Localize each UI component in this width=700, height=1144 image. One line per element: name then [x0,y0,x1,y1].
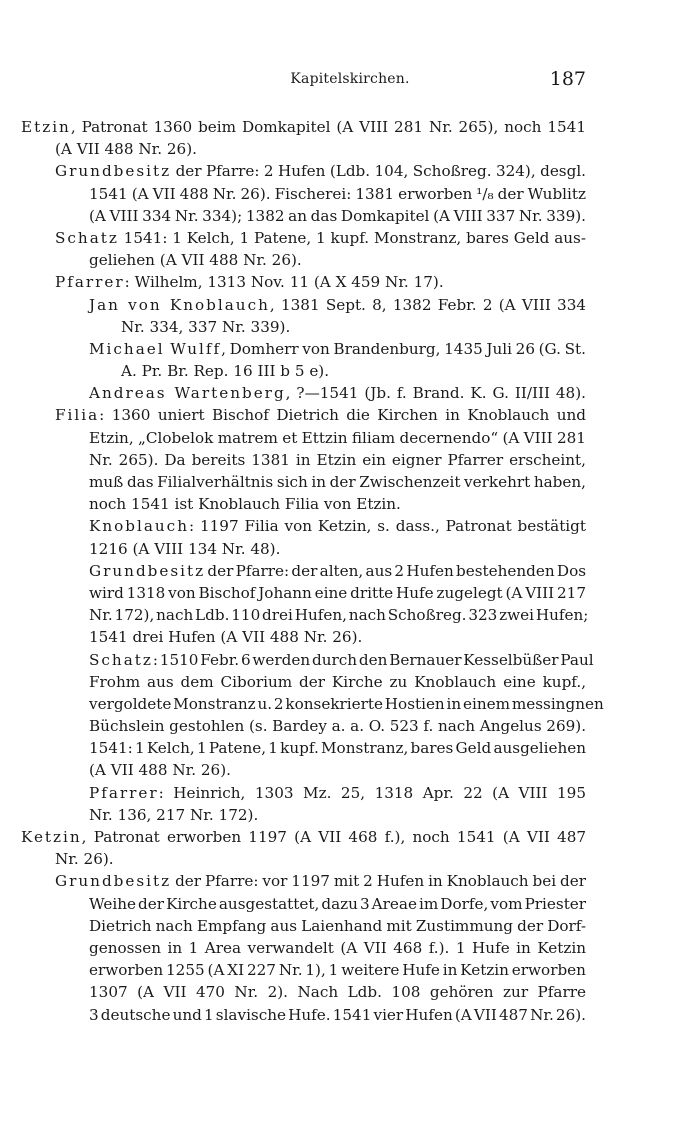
line-text: noch 1541 ist Knoblauch Filia von Etzin. [89,495,401,514]
text-line [0,604,589,626]
text-line [0,626,586,648]
text-line [0,737,586,759]
line-text: : 1360 uniert Bischof Dietrich die Kirchen in Knoblauch und [99,406,587,425]
line-text: genossen in 1 Area verwandelt (A VII 468 f.). 1 Hufe in Ketzin [89,938,586,957]
line-text: Weihe der Kirche ausgestattet, dazu 3 Areae im Dorfe, vom Priester [89,894,587,913]
text-line [0,981,586,1003]
line-text: 3 deutsche und 1 slavische Hufe. 1541 vier Hufen (A VII 487 Nr. 26). [89,1005,586,1024]
text-line [0,715,586,737]
line-text: Frohm aus dem Ciborium der Kirche zu Knoblauch eine kupf., [89,672,587,691]
page-number: 187 [549,68,586,90]
line-text: A. Pr. Br. Rep. 16 III b 5 e). [121,362,330,381]
line-text: erworben 1255 (A XI 227 Nr. 1), 1 weitere Hufe in Ketzin erworben [89,961,586,980]
text-line [0,138,586,160]
text-line [0,382,586,404]
spaced-keyword: Filia [55,406,100,425]
line-text: 1541 (A VII 488 Nr. 26). Fischerei: 1381 erworben ¹/₈ der Wublitz [89,184,586,203]
spaced-keyword: Schatz [89,650,153,669]
text-line [0,870,586,892]
line-text: Nr. 172), nach Ldb. 110 drei Hufen, nach Schoßreg. 323 zwei Hufen; [89,606,589,625]
spaced-keyword: Jan von Knoblauch [89,295,270,314]
line-text: wird 1318 von Bischof Johann eine dritte Hufe zugelegt (A VIII 217 [89,583,586,602]
line-text: 1307 (A VII 470 Nr. 2). Nach Ldb. 108 gehören zur Pfarre [89,983,586,1002]
line-text: Dietrich nach Empfang aus Laienhand mit Zustimmung der Dorf- [89,916,587,935]
text-line [0,893,586,915]
text-line [0,538,586,560]
text-line [0,1004,586,1026]
spaced-keyword: Grundbesitz [89,561,206,580]
text-line [0,560,586,582]
line-text: Nr. 265). Da bereits 1381 in Etzin ein eigner Pfarrer erscheint, [89,450,586,469]
text-line [0,782,586,804]
line-text: muß das Filialverhältnis sich in der Zwischenzeit verkehrt haben, [89,473,586,491]
running-title: Kapitelskirchen. [290,71,410,87]
text-line [0,826,586,848]
line-text: Etzin, „Clobelok matrem et Ettzin filiam decernendo“ (A VIII 281 [89,428,586,447]
line-text: : 1197 Filia von Ketzin, s. dass., Patronat bestätigt [188,517,586,536]
text-line [0,493,586,515]
text-line [0,471,586,493]
line-text: der Pfarre: der alten, aus 2 Hufen bestehenden Dos [205,561,587,580]
page-header [0,68,700,92]
text-line [0,249,586,271]
text-line [0,183,586,205]
text-line [0,649,594,671]
line-text: 1541: 1 Kelch, 1 Patene, 1 kupf. Monstranz, bares Geld aus- [118,228,586,247]
spaced-keyword: Etzin [21,118,71,136]
line-text: der Pfarre: 2 Hufen (Ldb. 104, Schoßreg. 324), desgl. [171,162,587,181]
text-line [0,759,586,781]
line-text: 1541 drei Hufen (A VII 488 Nr. 26). [89,628,363,647]
text-line [0,360,586,382]
line-text: (A VII 488 Nr. 26). [89,761,231,780]
line-text: (A VII 488 Nr. 26). [55,140,197,159]
text-line [0,205,586,227]
spaced-keyword: Grundbesitz [55,162,172,181]
line-text: , 1381 Sept. 8, 1382 Febr. 2 (A VIII 334 [269,295,587,314]
line-text: 1216 (A VIII 134 Nr. 48). [89,539,281,558]
line-text: , Domherr von Brandenburg, 1435 Juli 26 (G. St. [221,339,586,358]
text-line [0,515,586,537]
text-line [0,449,586,471]
text-line [0,116,586,138]
spaced-keyword: Pfarrer [55,273,125,292]
text-line [0,227,586,249]
text-line [0,959,586,981]
line-text: (A VIII 334 Nr. 334); 1382 an das Domkapitel (A VIII 337 Nr. 339). [89,206,586,225]
text-line [0,804,586,826]
line-text: : Heinrich, 1303 Mz. 25, 1318 Apr. 22 (A VIII 195 [158,783,586,802]
spaced-keyword: Grundbesitz [55,872,172,891]
line-text: Nr. 334, 337 Nr. 339). [121,317,291,336]
line-text: Nr. 136, 217 Nr. 172). [89,805,259,824]
text-line [0,671,586,693]
text-line [0,915,586,937]
text-line [0,693,604,715]
spaced-keyword: Ketzin [21,828,82,846]
spaced-keyword: Andreas Wartenberg [89,384,286,403]
text-line [0,338,586,360]
spaced-keyword: Schatz [55,228,119,247]
line-text: Nr. 26). [55,850,114,869]
line-text: , ?—1541 (Jb. f. Brand. K. G. II/III 48). [285,384,586,403]
spaced-keyword: Pfarrer [89,783,159,802]
text-line [0,427,586,449]
spaced-keyword: Knoblauch [89,517,189,536]
line-text: vergoldete Monstranz u. 2 konsekrierte Hostien in einem messingnen [89,694,604,713]
text-line [0,316,586,338]
text-line [0,271,586,293]
line-text: der Pfarre: vor 1197 mit 2 Hufen in Knoblauch bei der [171,872,586,891]
line-text: : 1510 Febr. 6 werden durch den Bernauer Kesselbüßer Paul [152,650,594,669]
line-text: 1541: 1 Kelch, 1 Patene, 1 kupf. Monstranz, bares Geld ausgeliehen [89,739,587,758]
spaced-keyword: Michael Wulff [89,339,222,358]
text-line [0,404,586,426]
line-text: : Wilhelm, 1313 Nov. 11 (A X 459 Nr. 17). [124,273,444,292]
text-line [0,294,586,316]
line-text: , Patronat 1360 beim Domkapitel (A VIII 281 Nr. 265), noch 1541 [70,118,586,136]
text-line [0,582,586,604]
line-text: Büchslein gestohlen (s. Bardey a. a. O. 523 f. nach Angelus 269). [89,717,587,736]
text-line [0,160,586,182]
text-line [0,848,586,870]
line-text: , Patronat erworben 1197 (A VII 468 f.), noch 1541 (A VII 487 [81,828,587,846]
text-line [0,937,586,959]
text-body [0,116,700,1026]
line-text: geliehen (A VII 488 Nr. 26). [89,251,302,270]
